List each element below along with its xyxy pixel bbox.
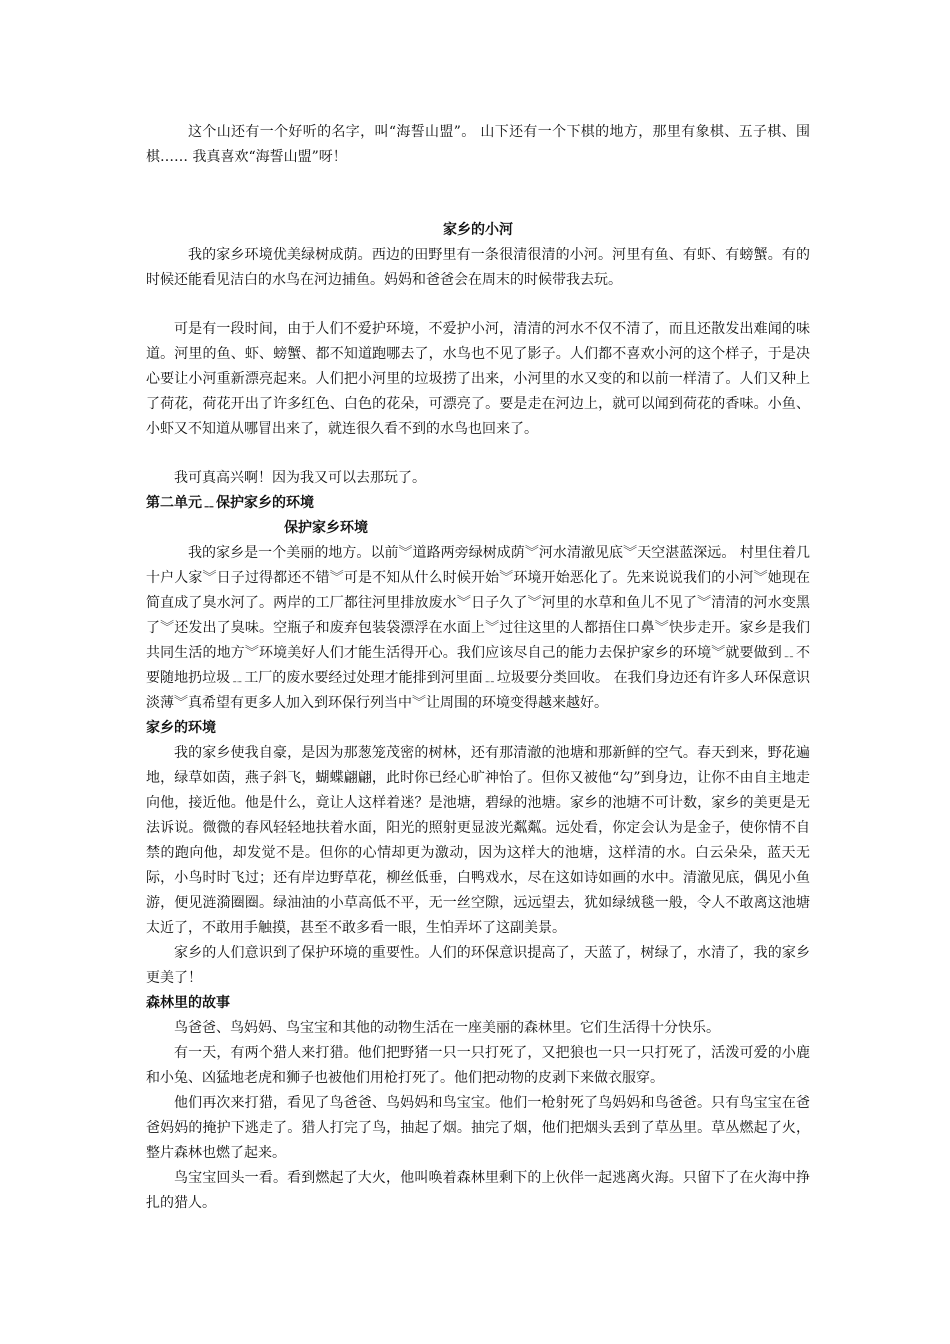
intro-paragraph: 这个山还有一个好听的名字，叫“海誓山盟”。 山下还有一个下棋的地方，那里有象棋、五子棋、围棋…… 我真喜欢“海誓山盟”呀！: [146, 124, 810, 165]
forest-paragraph-2: 有一天，有两个猎人来打猎。他们把野猪一只一只打死了，又把狼也一只一只打死了，活泼可爱的小鹿和小兔、凶猛地老虎和狮子也被他们用枪打死了。他们把动物的皮剥下来做衣服穿。: [146, 1045, 810, 1086]
spacer: [146, 170, 810, 218]
hometown-paragraph-2: 家乡的人们意识到了保护环境的重要性。人们的环保意识提高了，天蓝了，树绿了，水清了，我的家乡更美了！: [146, 945, 810, 986]
document-page: [146, 120, 810, 1216]
unit2-heading: 第二单元﹎保护家乡的环境: [146, 495, 314, 511]
river-title: 家乡的小河: [443, 222, 513, 238]
river-paragraph-2: 可是有一段时间，由于人们不爱护环境，不爱护小河，清清的河水不仅不清了，而且还散发出难闻的味道。河里的鱼、虾、螃蟹、都不知道跑哪去了，水鸟也不见了影子。人们都不喜欢小河的这个样子，于是决心要让小河重新漂亮起来。人们把小河里的垃圾捞了出来，小河里的水又变的和以前一样清了。人们又种上了荷花，荷花开出了许多红色、白色的花朵，可漂亮了。要是走在河边上，就可以闻到荷花的香味。小鱼、小虾又不知道从哪冒出来了，就连很久看不到的水鸟也回来了。: [146, 321, 810, 437]
unit2-paragraph-1: 我的家乡是一个美丽的地方。以前︾道路两旁绿树成荫︾河水清澈见底︾天空湛蓝深远。 村里住着几十户人家︾日子过得都还不错︾可是不知从什么时候开始︾环境开始恶化了。先来说说我们的小河︾她现在简直成了臭水河了。两岸的工厂都往河里排放废水︾日子久了︾河里的水草和鱼儿不见了︾清清的河水变黑了︾还发出了臭味。空瓶子和废弃包装袋漂浮在水面上︾过往这里的人都捂住口鼻︾快步走开。家乡是我们共同生活的地方︾环境美好人们才能生活得开心。我们应该尽自己的能力去保护家乡的环境︾就要做到﹎不要随地扔垃圾﹎工厂的废水要经过处理才能排到河里面﹎垃圾要分类回收。 在我们身边还有许多人环保意识淡薄︾真希望有更多人加入到环保行列当中︾让周围的环境变得越来越好。: [146, 545, 810, 711]
forest-paragraph-1: 鸟爸爸、鸟妈妈、鸟宝宝和其他的动物生活在一座美丽的森林里。它们生活得十分快乐。: [174, 1020, 720, 1036]
forest-paragraph-3: 他们再次来打猎，看见了鸟爸爸、鸟妈妈和鸟宝宝。他们一枪射死了鸟妈妈和鸟爸爸。只有鸟宝宝在爸爸妈妈的掩护下逃走了。猎人打完了鸟，抽起了烟。抽完了烟，他们把烟头丢到了草丛里。草丛燃起了火，整片森林也燃了起来。: [146, 1095, 810, 1161]
river-paragraph-1: 我的家乡环境优美绿树成荫。西边的田野里有一条很清很清的小河。河里有鱼、有虾、有螃蟹。有的时候还能看见洁白的水鸟在河边捕鱼。妈妈和爸爸会在周末的时候带我去玩。: [146, 247, 810, 288]
hometown-heading: 家乡的环境: [146, 720, 216, 736]
spacer: [146, 442, 810, 466]
spacer: [146, 293, 810, 317]
forest-paragraph-4: 鸟宝宝回头一看。看到燃起了大火，他叫唤着森林里剩下的上伙伴一起逃离火海。只留下了在火海中挣扎的猎人。: [146, 1170, 810, 1211]
river-paragraph-3: 我可真高兴啊！因为我又可以去那玩了。: [174, 470, 426, 486]
hometown-paragraph-1: 我的家乡使我自豪，是因为那葱笼茂密的树林，还有那清澈的池塘和那新鲜的空气。春天到来，野花遍地，绿草如茵，燕子斜飞，蝴蝶翩翩，此时你已经心旷神怡了。但你又被他“勾”到身边，让你不由自主地走向他，接近他。他是什么，竟让人这样着迷？是池塘，碧绿的池塘。家乡的池塘不可计数，家乡的美更是无法诉说。微微的春风轻轻地扶着水面，阳光的照射更显波光粼粼。远处看，你定会认为是金子，使你情不自禁的跑向他，却发觉不是。但你的心情却更为激动，因为这样大的池塘，这样清的水。白云朵朵，蓝天无际，小鸟时时飞过；还有岸边野草花，柳丝低垂，白鸭戏水，尽在这如诗如画的水中。清澈见底，偶见小鱼游，便见涟漪圈圈。绿油油的小草高低不平，无一丝空隙，远远望去，犹如绿绒毯一般，令人不敢离这池塘太近了，不敢用手触摸，甚至不敢多看一眼，生怕弄坏了这副美景。: [146, 745, 810, 936]
forest-heading: 森林里的故事: [146, 995, 230, 1011]
unit2-subtitle: 保护家乡环境: [284, 520, 368, 536]
